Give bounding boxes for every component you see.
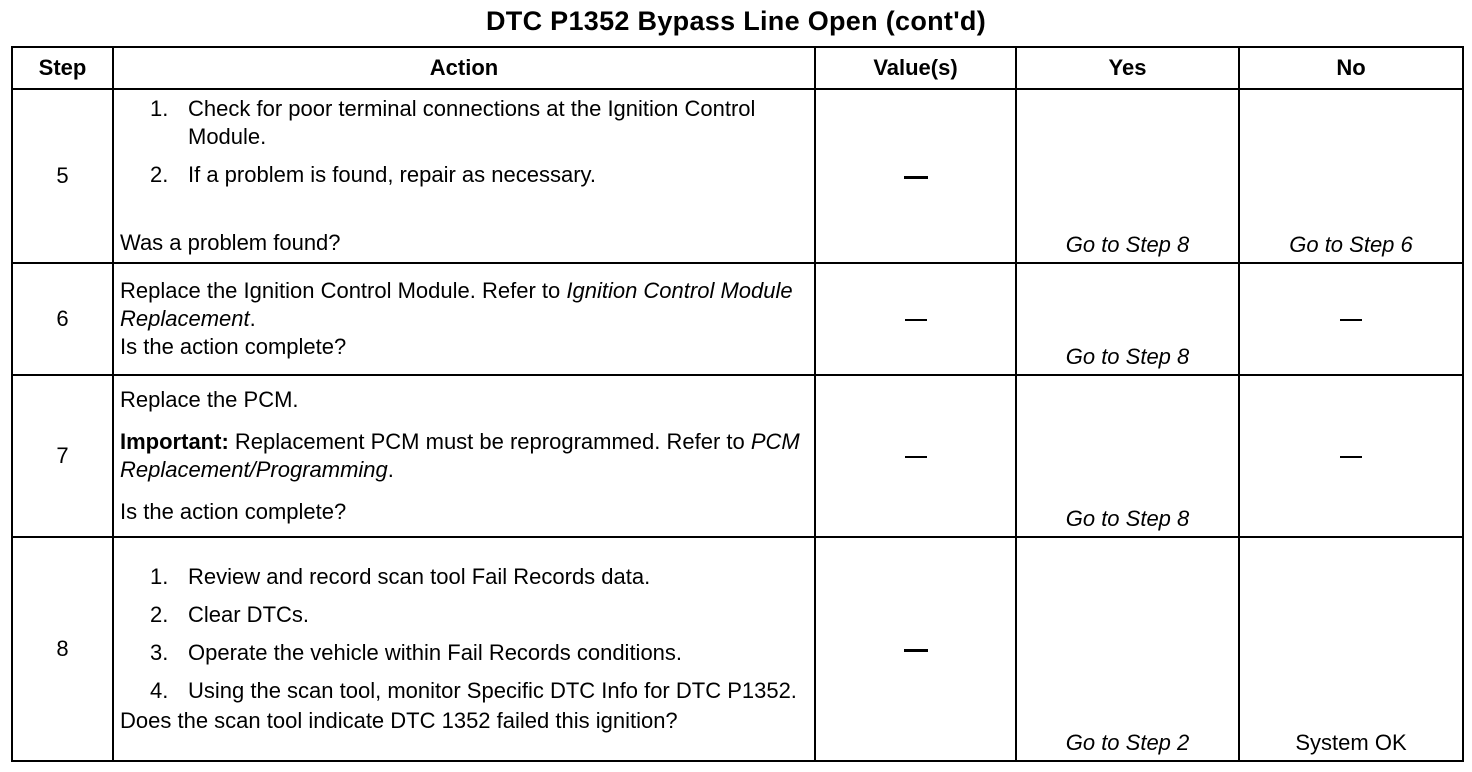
- yes-cell: Go to Step 8: [1016, 375, 1239, 537]
- step-number: 7: [12, 375, 113, 537]
- table-row-step-8: [12, 537, 1463, 761]
- table-row-step-6: [12, 263, 1463, 375]
- value-cell: [815, 89, 1016, 263]
- list-item: 3. Operate the vehicle within Fail Records conditions.: [150, 640, 683, 665]
- value-dash: [904, 176, 928, 179]
- important-note: Important: Replacement PCM must be reprogrammed. Refer to PCM Replacement/Programming.: [120, 429, 800, 482]
- value-cell: [815, 263, 1016, 375]
- action-cell: [113, 89, 815, 263]
- list-item: 4. Using the scan tool, monitor Specific DTC Info for DTC P1352.: [150, 678, 797, 703]
- reference-link: Ignition Control Module Replacement: [120, 278, 793, 331]
- value-cell: [815, 537, 1016, 761]
- page-title: DTC P1352 Bypass Line Open (cont'd): [485, 6, 987, 36]
- no-dash: [1340, 456, 1362, 458]
- no-cell: [1239, 263, 1463, 375]
- no-cell: [1239, 375, 1463, 537]
- header-row: [12, 47, 1463, 89]
- step-number: 8: [12, 537, 113, 761]
- list-item: 2. Clear DTCs.: [150, 602, 310, 627]
- action-question: Is the action complete?: [120, 499, 347, 524]
- yes-cell: Go to Step 8: [1016, 263, 1239, 375]
- action-steps: [120, 95, 808, 189]
- header-no: No: [1239, 47, 1463, 89]
- step-number: 6: [12, 263, 113, 375]
- list-item: 1. Review and record scan tool Fail Records data.: [150, 564, 651, 589]
- value-dash: [904, 649, 928, 652]
- value-dash: [905, 319, 927, 321]
- reference-link: PCM Replacement/Programming: [120, 429, 800, 482]
- header-action: Action: [113, 47, 815, 89]
- no-dash: [1340, 319, 1362, 321]
- table-row-step-5: [12, 89, 1463, 263]
- table-row-step-7: [12, 375, 1463, 537]
- list-item: 2. If a problem is found, repair as necessary.: [150, 162, 597, 187]
- header-yes: Yes: [1016, 47, 1239, 89]
- action-question: Is the action complete?: [120, 334, 347, 359]
- value-dash: [905, 456, 927, 458]
- action-steps: [120, 563, 808, 705]
- action-cell: [113, 263, 815, 375]
- action-question: Does the scan tool indicate DTC 1352 failed this ignition?: [120, 708, 678, 733]
- value-cell: [815, 375, 1016, 537]
- yes-cell: Go to Step 8: [1016, 89, 1239, 263]
- action-question: Was a problem found?: [120, 230, 341, 255]
- step-number: 5: [12, 89, 113, 263]
- header-values: Value(s): [815, 47, 1016, 89]
- header-step: Step: [12, 47, 113, 89]
- diagnostic-table: [11, 46, 1464, 762]
- action-cell: [113, 537, 815, 761]
- action-text: Replace the PCM.: [120, 387, 299, 412]
- action-text: Replace the Ignition Control Module. Refer to Ignition Control Module Replacement.: [120, 278, 793, 331]
- yes-cell: Go to Step 2: [1016, 537, 1239, 761]
- list-item: 1. Check for poor terminal connections at the Ignition Control Module.: [150, 96, 756, 149]
- no-cell: System OK: [1239, 537, 1463, 761]
- no-cell: Go to Step 6: [1239, 89, 1463, 263]
- action-cell: [113, 375, 815, 537]
